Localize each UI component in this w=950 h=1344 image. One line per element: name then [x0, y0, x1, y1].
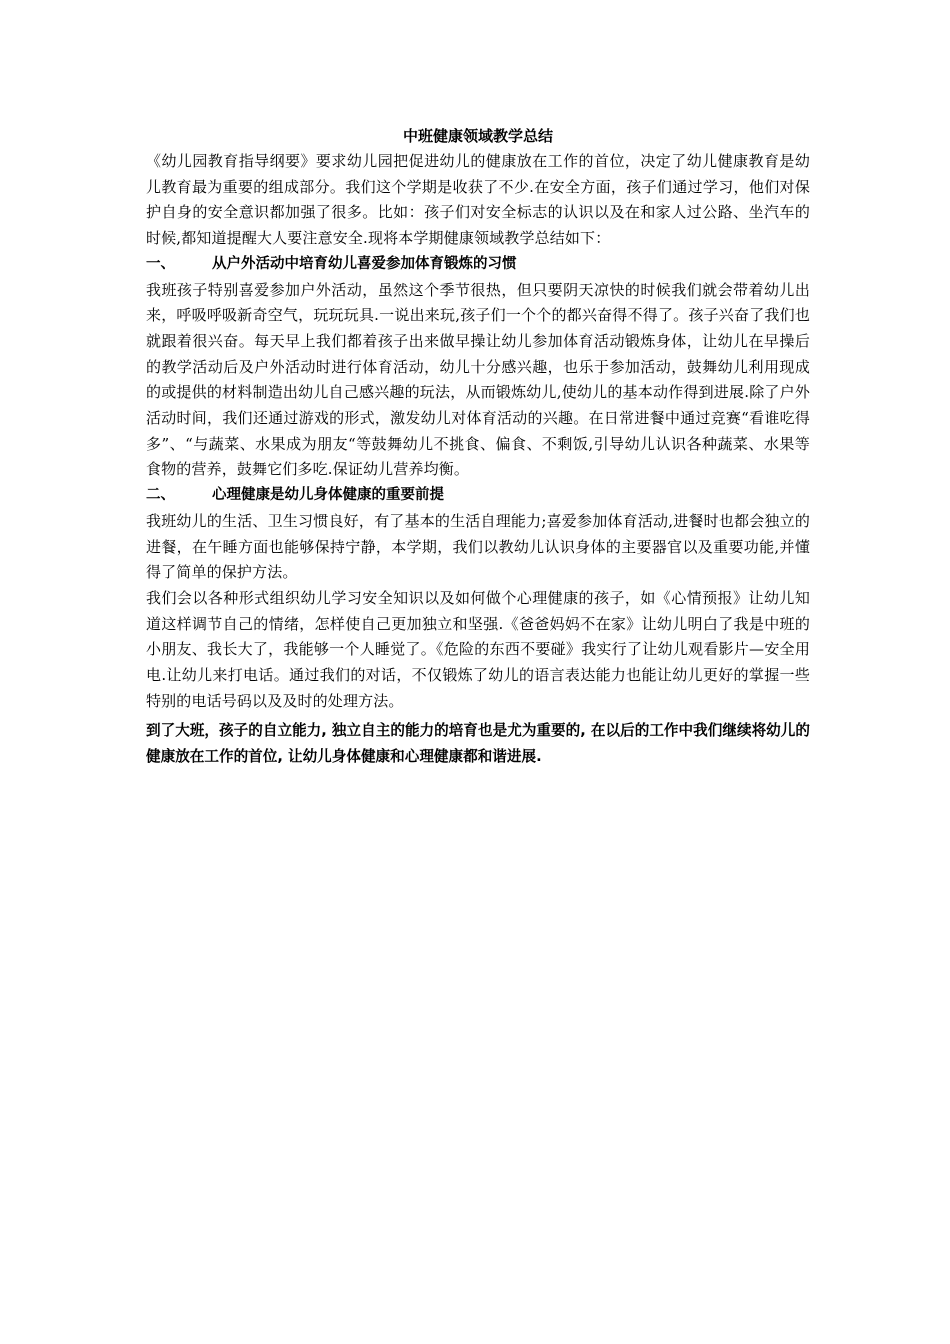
section-heading-text: 从户外活动中培育幼儿喜爱参加体育锻炼的习惯 [212, 255, 517, 272]
section-heading [146, 252, 810, 278]
section-paragraph: 我班幼儿的生活、卫生习惯良好，有了基本的生活自理能力;喜爱参加体育活动,进餐时也都会独立的进餐，在午睡方面也能够保持宁静，本学期，我们以教幼儿认识身体的主要器官以及重要功能,并懂得了简单的保护方法。 [146, 511, 810, 582]
section-number: 一、 [146, 255, 175, 272]
section-2 [146, 483, 810, 714]
section-1 [146, 252, 810, 483]
section-heading-text: 心理健康是幼儿身体健康的重要前提 [212, 487, 444, 504]
intro-paragraph: 《幼儿园教育指导纲要》要求幼儿园把促进幼儿的健康放在工作的首位，决定了幼儿健康教育是幼儿教育最为重要的组成部分。我们这个学期是收获了不少.在安全方面，孩子们通过学习，他们对保护自身的安全意识都加强了很多。比如：孩子们对安全标志的认识以及在和家人过公路、坐汽车的时候,都知道提醒大人要注意安全.现将本学期健康领域教学总结如下： [146, 152, 810, 248]
section-paragraph: 我班孩子特别喜爱参加户外活动，虽然这个季节很热，但只要阴天凉快的时候我们就会带着幼儿出来，呼吸呼吸新奇空气，玩玩玩具.一说出来玩,孩子们一个个的都兴奋得不得了。孩子兴奋了我们也就跟着很兴奋。每天早上我们都着孩子出来做早操让幼儿参加体育活动锻炼身体，让幼儿在早操后的教学活动后及户外活动时进行体育活动，幼儿十分感兴趣，也乐于参加活动，鼓舞幼儿利用现成的或提供的材料制造出幼儿自己感兴趣的玩法，从而锻炼幼儿,使幼儿的基本动作得到进展.除了户外活动时间，我们还通过游戏的形式，激发幼儿对体育活动的兴趣。在日常进餐中通过竞赛“看谁吃得多”、“与蔬菜、水果成为朋友“等鼓舞幼儿不挑食、偏食、不剩饭,引导幼儿认识各种蔬菜、水果等食物的营养，鼓舞它们多吃.保证幼儿营养均衡。 [146, 280, 810, 479]
document-title: 中班健康领域教学总结 [402, 127, 553, 145]
section-number: 二、 [146, 487, 175, 504]
section-paragraph: 我们会以各种形式组织幼儿学习安全知识以及如何做个心理健康的孩子，如《心情预报》让幼儿知道这样调节自己的情绪，怎样使自己更加独立和坚强.《爸爸妈妈不在家》让幼儿明白了我是中班的小朋友、我长大了，我能够一个人睡觉了。《危险的东西不要碰》我实行了让幼儿观看影片—安全用电.让幼儿来打电话。通过我们的对话，不仅锻炼了幼儿的语言表达能力也能让幼儿更好的掌握一些特别的电话号码以及及时的处理方法。 [146, 588, 810, 710]
document-page [146, 124, 810, 770]
section-heading [146, 483, 810, 509]
closing-paragraph: 到了大班，孩子的自立能力, 独立自主的能力的培育也是尤为重要的, 在以后的工作中我们继续将幼儿的健康放在工作的首位, 让幼儿身体健康和心理健康都和谐进展. [146, 722, 810, 766]
